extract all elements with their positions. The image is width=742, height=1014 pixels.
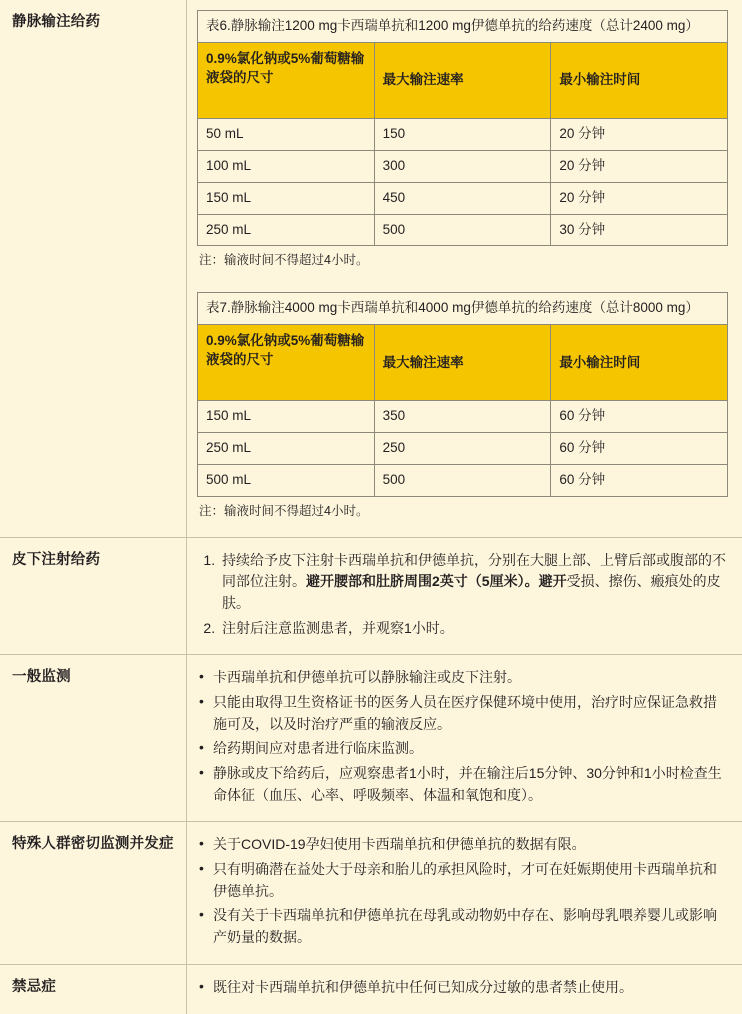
special-populations-list	[197, 834, 728, 948]
cell-min-time: 60 分钟	[551, 401, 728, 433]
list-item: • 没有关于卡西瑞单抗和伊德单抗在母乳或动物奶中存在、影响母乳喂养婴儿或影响产奶量的数据。	[197, 905, 728, 948]
table-caption-row	[198, 11, 728, 43]
section-label-sc: 皮下注射给药	[12, 551, 101, 568]
section-sc-administration	[0, 538, 742, 656]
section-body-iv	[186, 0, 742, 537]
list-item: • 卡西瑞单抗和伊德单抗可以静脉输注或皮下注射。	[197, 667, 728, 689]
list-item	[219, 618, 728, 640]
section-body-general-monitoring	[186, 655, 742, 821]
cell-bag-size: 500 mL	[198, 464, 375, 496]
cell-max-rate: 500	[374, 214, 551, 246]
cell-max-rate: 500	[374, 464, 551, 496]
cell-bag-size: 150 mL	[198, 182, 375, 214]
list-item: • 只能由取得卫生资格证书的医务人员在医疗保健环境中使用，治疗时应保证急救措施可及，以及时治疗严重的输液反应。	[197, 692, 728, 735]
col-header-min-time-6: 最小输注时间	[551, 42, 728, 118]
table-block-7	[197, 292, 728, 520]
section-body-contraindications	[186, 965, 742, 1014]
table-caption-row	[198, 293, 728, 325]
cell-bag-size: 100 mL	[198, 150, 375, 182]
table-row	[198, 432, 728, 464]
cell-min-time: 20 分钟	[551, 150, 728, 182]
sc-item-1-post: 受损、擦伤、瘢痕处的皮肤。	[222, 573, 721, 611]
cell-bag-size: 150 mL	[198, 401, 375, 433]
table-row	[198, 150, 728, 182]
table-header-row-7	[198, 325, 728, 401]
col-header-min-time-7: 最小输注时间	[551, 325, 728, 401]
sc-item-1-pre: 持续给予皮下注射卡西瑞单抗和伊德单抗，分别在大腿上部、上臂后部或腹部的不同部位注射。	[222, 551, 726, 590]
table-row	[198, 401, 728, 433]
list-item: • 既往对卡西瑞单抗和伊德单抗中任何已知成分过敏的患者禁止使用。	[197, 977, 728, 999]
cell-max-rate: 150	[374, 118, 551, 150]
table-header-row-6	[198, 42, 728, 118]
sc-item-2-pre: 注射后注意监测患者，并观察1小时。	[222, 619, 454, 636]
col-header-max-rate-7: 最大输注速率	[374, 325, 551, 401]
section-body-sc	[186, 538, 742, 655]
section-body-special-populations	[186, 822, 742, 963]
cell-min-time: 60 分钟	[551, 432, 728, 464]
table-caption-7: 表7.静脉输注4000 mg卡西瑞单抗和4000 mg伊德单抗的给药速度（总计8000 mg）	[198, 293, 728, 325]
table-caption-6: 表6.静脉输注1200 mg卡西瑞单抗和1200 mg伊德单抗的给药速度（总计2400 mg）	[198, 11, 728, 43]
cell-bag-size: 250 mL	[198, 214, 375, 246]
cell-min-time: 20 分钟	[551, 118, 728, 150]
section-contraindications	[0, 965, 742, 1014]
section-label-iv: 静脉输注给药	[12, 14, 101, 30]
list-item	[219, 550, 728, 615]
cell-max-rate: 450	[374, 182, 551, 214]
list-item: • 静脉或皮下给药后，应观察患者1小时，并在输注后15分钟、30分钟和1小时检查生命体征（血压、心率、呼吸频率、体温和氧饱和度）。	[197, 763, 728, 806]
table-note-6: 注：输液时间不得超过4小时。	[199, 253, 369, 268]
section-label-contraindications: 禁忌症	[12, 978, 57, 995]
col-header-bag-size-7: 0.9%氯化钠或5%葡萄糖输液袋的尺寸	[198, 325, 375, 401]
cell-max-rate: 350	[374, 401, 551, 433]
sc-item-1-bold: 避开腰部和肚脐周围2英寸（5厘米）。避开	[306, 573, 567, 590]
col-header-bag-size-6: 0.9%氯化钠或5%葡萄糖输液袋的尺寸	[198, 42, 375, 118]
table-row	[198, 118, 728, 150]
sc-instructions-list	[197, 550, 728, 640]
table-block-6	[197, 10, 728, 270]
cell-min-time: 20 分钟	[551, 182, 728, 214]
table-row	[198, 464, 728, 496]
table-row	[198, 214, 728, 246]
general-monitoring-list	[197, 667, 728, 806]
col-header-max-rate-6: 最大输注速率	[374, 42, 551, 118]
cell-bag-size: 50 mL	[198, 118, 375, 150]
list-item: • 关于COVID-19孕妇使用卡西瑞单抗和伊德单抗的数据有限。	[197, 834, 728, 856]
section-special-populations	[0, 822, 742, 964]
list-item: • 给药期间应对患者进行临床监测。	[197, 738, 728, 760]
section-label-special-populations: 特殊人群密切监测并发症	[12, 836, 174, 853]
dose-table-6	[197, 10, 728, 246]
section-label-general-monitoring: 一般监测	[12, 669, 71, 686]
section-general-monitoring	[0, 655, 742, 822]
table-row	[198, 182, 728, 214]
dose-table-7	[197, 292, 728, 497]
cell-max-rate: 250	[374, 432, 551, 464]
cell-min-time: 30 分钟	[551, 214, 728, 246]
contraindications-list	[197, 977, 728, 999]
cell-bag-size: 250 mL	[198, 432, 375, 464]
list-item: • 只有明确潜在益处大于母亲和胎儿的承担风险时，才可在妊娠期使用卡西瑞单抗和伊德单抗。	[197, 859, 728, 902]
cell-max-rate: 300	[374, 150, 551, 182]
table-note-7: 注：输液时间不得超过4小时。	[199, 503, 369, 518]
cell-min-time: 60 分钟	[551, 464, 728, 496]
